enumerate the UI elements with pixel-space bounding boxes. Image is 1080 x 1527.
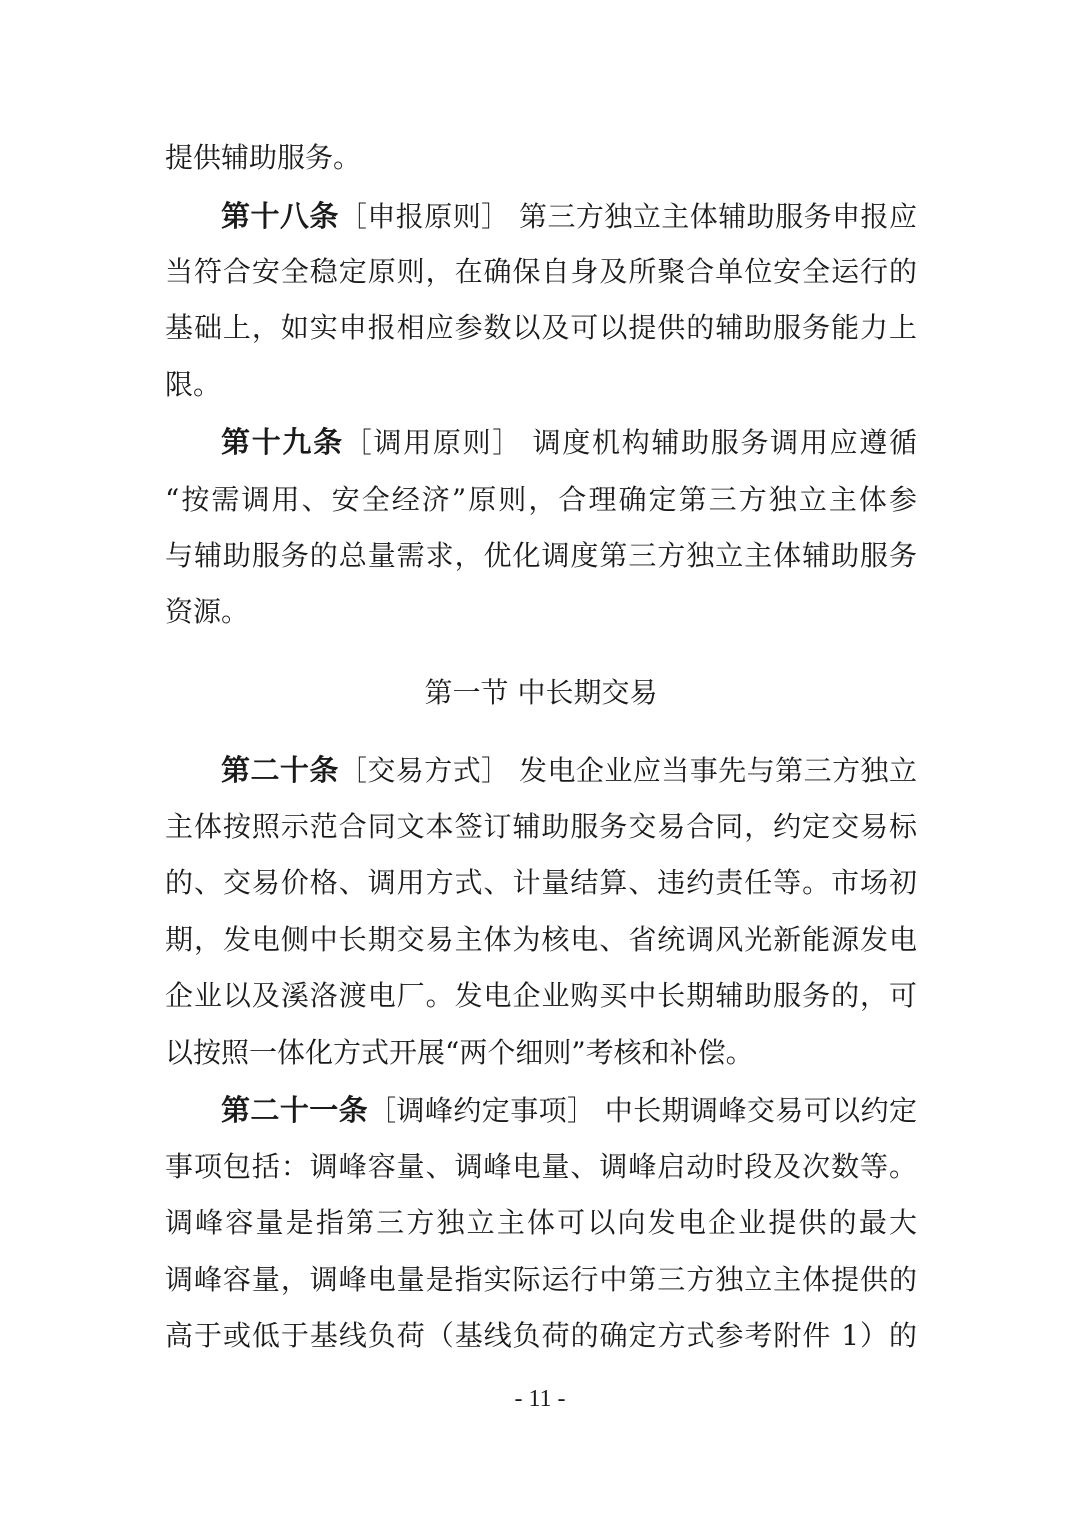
text-line: 期，发电侧中长期交易主体为核电、省统调风光新能源发电 <box>165 923 917 956</box>
text-line: 调峰容量，调峰电量是指实际运行中第三方独立主体提供的 <box>165 1263 917 1296</box>
text-line: 事项包括：调峰容量、调峰电量、调峰启动时段及次数等。 <box>165 1150 917 1183</box>
text-line: 与辅助服务的总量需求，优化调度第三方独立主体辅助服务 <box>165 539 917 572</box>
article-21-heading: 第二十一条 <box>221 1093 369 1127</box>
article-20-text: ［交易方式］ 发电企业应当事先与第三方独立 <box>338 754 917 787</box>
text-line: 以按照一体化方式开展“两个细则”考核和补偿。 <box>165 1036 754 1069</box>
text-line: 资源。 <box>165 595 250 628</box>
article-18-heading: 第十八条 <box>221 199 339 233</box>
article-19-line-1 <box>165 422 917 462</box>
text-line: “按需调用、安全经济”原则，合理确定第三方独立主体参 <box>165 483 917 516</box>
text-line: 的、交易价格、调用方式、计量结算、违约责任等。市场初 <box>165 866 917 899</box>
article-19-text: ［调用原则］ 调度机构辅助服务调用应遵循 <box>343 426 917 459</box>
section-title: 第一节 中长期交易 <box>424 676 658 709</box>
article-21-line-1 <box>165 1090 917 1130</box>
article-18-text: ［申报原则］ 第三方独立主体辅助服务申报应 <box>338 200 917 233</box>
text-line: 基础上，如实申报相应参数以及可以提供的辅助服务能力上 <box>165 311 917 344</box>
text-line: 企业以及溪洛渡电厂。发电企业购买中长期辅助服务的，可 <box>165 979 917 1012</box>
text-line: 限。 <box>165 368 222 401</box>
article-21-text: ［调峰约定事项］ 中长期调峰交易可以约定 <box>368 1094 917 1127</box>
text-line: 提供辅助服务。 <box>165 141 362 174</box>
article-20-heading: 第二十条 <box>221 753 339 787</box>
article-20-line-1 <box>165 750 917 790</box>
text-line: 主体按照示范合同文本签订辅助服务交易合同，约定交易标 <box>165 810 917 843</box>
text-line: 调峰容量是指第三方独立主体可以向发电企业提供的最大 <box>165 1206 917 1239</box>
page-number: - 11 - <box>514 1386 566 1412</box>
article-19-heading: 第十九条 <box>221 425 344 459</box>
text-line: 高于或低于基线负荷（基线负荷的确定方式参考附件 1）的 <box>165 1319 917 1352</box>
text-line: 当符合安全稳定原则，在确保自身及所聚合单位安全运行的 <box>165 255 917 288</box>
article-18-line-1 <box>165 196 917 236</box>
